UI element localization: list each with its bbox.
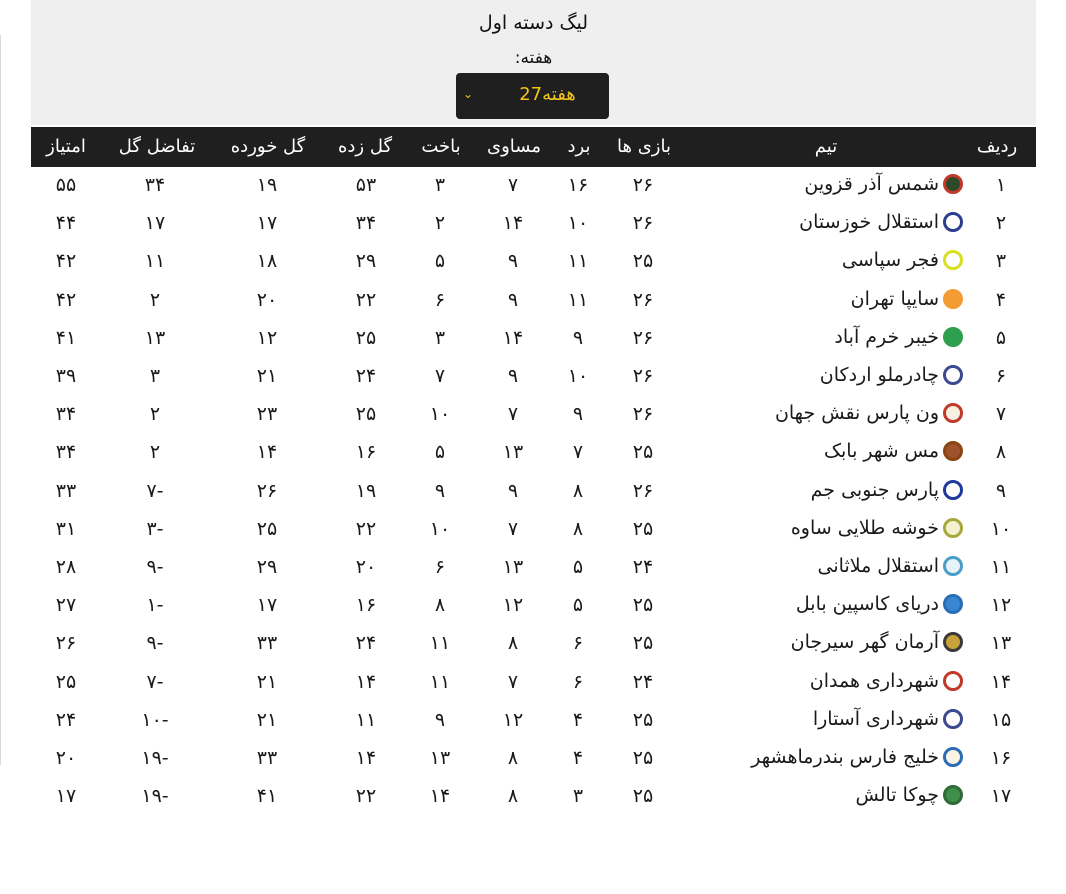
rank-cell: ۳ [995,250,1007,273]
played-cell: ۲۶ [632,174,654,196]
team-cell[interactable] [824,440,963,462]
drawn-cell: ۹ [507,250,519,273]
drawn-cell: ۱۴ [502,326,524,349]
shahrdari-astara-logo-icon [943,709,963,729]
lost-cell: ۱۱ [429,632,451,655]
won-cell: ۹ [572,326,584,349]
team-cell[interactable] [775,402,963,424]
column-header-team: تیم [814,136,838,157]
points-cell: ۳۱ [55,517,77,540]
team-cell[interactable] [799,211,963,233]
team-name: ون پارس نقش جهان [774,402,939,425]
shahrdari-hamedan-logo-icon [943,671,963,691]
points-cell: ۱۷ [55,785,77,808]
won-cell: ۹ [572,403,584,426]
won-cell: ۶ [572,670,584,693]
table-row [0,359,1066,397]
lost-cell: ۳ [434,174,446,196]
points-cell: ۴۲ [55,288,77,311]
table-row [0,703,1066,741]
goals-for-cell: ۲۰ [355,556,377,578]
goals-against-cell: ۲۳ [256,403,278,426]
table-row [0,550,1066,588]
team-cell[interactable] [851,288,963,310]
week-select[interactable] [456,73,609,119]
goals-for-cell: ۲۲ [355,785,377,808]
rank-cell: ۱۱ [990,556,1012,578]
goals-against-cell: ۲۱ [256,670,278,693]
goals-against-cell: ۱۷ [256,212,278,235]
lost-cell: ۹ [434,479,446,502]
column-header-lost: باخت [421,136,461,157]
goals-against-cell: ۲۰ [256,288,278,311]
points-cell: ۲۵ [55,670,77,693]
drawn-cell: ۷ [507,174,519,196]
team-cell[interactable] [811,479,963,501]
played-cell: ۲۴ [632,670,654,693]
lost-cell: ۸ [434,594,446,617]
league-filter-panel [31,0,1036,125]
goal-diff-cell: ۳۴ [144,174,166,196]
table-row [0,741,1066,779]
played-cell: ۲۵ [632,441,654,464]
drawn-cell: ۹ [507,288,519,311]
table-row [0,321,1066,359]
rank-cell: ۱۷ [990,785,1012,808]
table-row [0,168,1066,206]
points-cell: ۲۰ [55,747,77,769]
goals-against-cell: ۳۳ [256,747,278,769]
goals-for-cell: ۲۹ [355,250,377,273]
points-cell: ۲۷ [55,594,77,617]
team-name: خوشه طلایی ساوه [790,516,939,539]
lost-cell: ۳ [434,326,446,349]
team-cell[interactable] [834,326,963,348]
goals-against-cell: ۱۹ [256,174,278,196]
points-cell: ۴۲ [55,250,77,273]
drawn-cell: ۷ [507,403,519,426]
esteghlal-mollasani-logo-icon [943,556,963,576]
column-header-goals-for: گل زده [337,136,393,157]
goals-for-cell: ۲۵ [355,403,377,426]
column-header-goals-against: گل خورده [230,136,306,157]
table-row [0,512,1066,550]
goals-against-cell: ۲۶ [256,479,278,502]
goals-against-cell: ۱۸ [256,250,278,273]
column-header-drawn: مساوی [487,136,541,157]
esteghlal-khuzestan-logo-icon [943,212,963,232]
goals-for-cell: ۱۱ [355,708,377,731]
goals-for-cell: ۲۴ [355,632,377,655]
goals-against-cell: ۲۵ [256,517,278,540]
team-cell[interactable] [796,593,963,615]
khoosheh-talaei-logo-icon [943,518,963,538]
mes-shahr-babak-logo-icon [943,441,963,461]
points-cell: ۳۴ [55,403,77,426]
goals-against-cell: ۲۹ [256,556,278,578]
goals-for-cell: ۳۴ [355,212,377,235]
goals-for-cell: ۱۴ [355,670,377,693]
won-cell: ۱۰ [567,212,589,235]
goal-diff-cell: ۱۱ [144,250,166,273]
goals-for-cell: ۱۹ [355,479,377,502]
goal-diff-cell: ۳- [146,517,164,540]
kheybar-logo-icon [943,327,963,347]
rank-cell: ۲ [995,212,1007,235]
rank-cell: ۹ [995,479,1007,502]
lost-cell: ۱۰ [429,403,451,426]
lost-cell: ۶ [434,556,446,578]
team-name: استقلال ملاثانی [817,555,939,577]
drawn-cell: ۱۳ [502,556,524,578]
chadormalu-logo-icon [943,365,963,385]
played-cell: ۲۶ [632,288,654,311]
goals-for-cell: ۱۴ [355,747,377,769]
goals-against-cell: ۴۱ [256,785,278,808]
pars-jonoubi-logo-icon [943,480,963,500]
rank-cell: ۱۶ [990,747,1012,769]
drawn-cell: ۷ [507,517,519,540]
team-name: شهرداری آستارا [812,707,939,730]
week-select-value: هفته27 [519,84,576,105]
points-cell: ۴۴ [55,212,77,235]
goals-against-cell: ۱۲ [256,326,278,349]
rank-cell: ۸ [995,441,1007,464]
team-name: دریای کاسپین بابل [795,593,939,616]
points-cell: ۲۴ [55,708,77,731]
lost-cell: ۶ [434,288,446,311]
team-cell[interactable] [791,631,963,653]
drawn-cell: ۷ [507,670,519,693]
goal-diff-cell: ۱۷ [144,212,166,235]
won-cell: ۴ [572,708,584,731]
goal-diff-cell: ۷- [146,479,164,502]
saipa-logo-icon [943,289,963,309]
drawn-cell: ۸ [507,632,519,655]
played-cell: ۲۶ [632,403,654,426]
drawn-cell: ۸ [507,785,519,808]
team-cell[interactable] [818,555,963,577]
goals-for-cell: ۲۵ [355,326,377,349]
column-header-played: بازی ها [617,136,671,157]
week-label: هفته: [514,48,553,68]
lost-cell: ۱۴ [429,785,451,808]
team-name: خلیج فارس بندرماهشهر [751,746,939,768]
goal-diff-cell: ۹- [146,632,164,655]
drawn-cell: ۹ [507,365,519,387]
goal-diff-cell: ۱- [146,594,164,617]
lost-cell: ۱۱ [429,670,451,693]
points-cell: ۲۶ [55,632,77,655]
points-cell: ۳۹ [55,365,77,387]
won-cell: ۶ [572,632,584,655]
won-cell: ۱۰ [567,365,589,387]
drawn-cell: ۹ [507,479,519,502]
drawn-cell: ۸ [507,747,519,769]
table-row [0,779,1066,817]
rank-cell: ۱۴ [990,670,1012,693]
table-row [0,588,1066,626]
team-name: چوکا تالش [855,784,939,807]
played-cell: ۲۶ [632,365,654,387]
goals-against-cell: ۱۷ [256,594,278,617]
goal-diff-cell: ۱۳ [144,326,166,349]
team-cell[interactable] [813,708,963,730]
team-cell[interactable] [820,364,963,386]
rank-cell: ۵ [995,326,1007,349]
won-cell: ۸ [572,517,584,540]
team-cell[interactable] [842,249,963,271]
played-cell: ۲۶ [632,326,654,349]
table-row [0,244,1066,282]
drawn-cell: ۱۳ [502,441,524,464]
team-name: خیبر خرم آباد [834,325,939,348]
rank-cell: ۱۵ [990,708,1012,731]
team-name: سایپا تهران [850,287,939,310]
goals-against-cell: ۲۱ [256,708,278,731]
table-row [0,397,1066,435]
team-name: فجر سپاسی [841,249,939,272]
table-row [0,626,1066,664]
lost-cell: ۹ [434,708,446,731]
team-cell[interactable] [855,784,963,806]
goal-diff-cell: ۱۹- [141,747,169,769]
played-cell: ۲۵ [632,517,654,540]
played-cell: ۲۵ [632,708,654,731]
column-header-goal-diff: تفاضل گل [118,136,196,157]
played-cell: ۲۵ [632,747,654,769]
lost-cell: ۵ [434,250,446,273]
won-cell: ۴ [572,747,584,769]
won-cell: ۵ [572,556,584,578]
team-name: مس شهر بابک [823,440,939,463]
lost-cell: ۱۳ [429,747,451,769]
played-cell: ۲۴ [632,556,654,578]
team-name: چادرملو اردکان [819,364,939,386]
arman-gohar-logo-icon [943,632,963,652]
rank-cell: ۶ [995,365,1007,387]
goal-diff-cell: ۲ [149,403,161,426]
table-row [0,435,1066,473]
played-cell: ۲۵ [632,785,654,808]
played-cell: ۲۵ [632,594,654,617]
won-cell: ۱۱ [567,250,589,273]
played-cell: ۲۵ [632,632,654,655]
points-cell: ۳۳ [55,479,77,502]
goals-against-cell: ۲۱ [256,365,278,387]
played-cell: ۲۶ [632,479,654,502]
won-cell: ۳ [572,785,584,808]
chevron-down-icon: ⌄ [463,87,474,101]
won-cell: ۸ [572,479,584,502]
goal-diff-cell: ۷- [146,670,164,693]
shams-azar-logo-icon [943,174,963,194]
goal-diff-cell: ۱۰- [141,708,169,731]
goal-diff-cell: ۱۹- [141,785,169,808]
team-cell[interactable] [810,670,963,692]
goals-for-cell: ۱۶ [355,594,377,617]
lost-cell: ۷ [434,365,446,387]
table-row [0,665,1066,703]
team-cell[interactable] [751,746,963,768]
rank-cell: ۱۳ [990,632,1012,655]
goal-diff-cell: ۳ [149,365,161,387]
goal-diff-cell: ۲ [149,441,161,464]
goals-for-cell: ۵۳ [355,174,377,196]
team-cell[interactable] [804,173,963,195]
drawn-cell: ۱۲ [502,594,524,617]
won-cell: ۵ [572,594,584,617]
goals-against-cell: ۳۳ [256,632,278,655]
goals-for-cell: ۲۲ [355,517,377,540]
team-name: پارس جنوبی جم [810,478,939,501]
points-cell: ۲۸ [55,556,77,578]
van-pars-logo-icon [943,403,963,423]
goal-diff-cell: ۹- [146,556,164,578]
goals-for-cell: ۲۴ [355,365,377,387]
team-cell[interactable] [791,517,963,539]
rank-cell: ۴ [995,288,1007,311]
won-cell: ۷ [572,441,584,464]
column-header-won: برد [567,136,591,157]
table-row [0,206,1066,244]
points-cell: ۳۴ [55,441,77,464]
lost-cell: ۵ [434,441,446,464]
daryaye-caspian-logo-icon [943,594,963,614]
team-name: استقلال خوزستان [799,211,939,234]
goal-diff-cell: ۲ [149,288,161,311]
lost-cell: ۱۰ [429,517,451,540]
won-cell: ۱۶ [567,174,589,196]
team-name: شهرداری همدان [809,669,939,692]
rank-cell: ۷ [995,403,1007,426]
lost-cell: ۲ [434,212,446,235]
points-cell: ۴۱ [55,326,77,349]
drawn-cell: ۱۴ [502,212,524,235]
goals-for-cell: ۱۶ [355,441,377,464]
drawn-cell: ۱۲ [502,708,524,731]
goals-for-cell: ۲۲ [355,288,377,311]
rank-cell: ۱۲ [990,594,1012,617]
team-name: شمس آذر قزوین [804,173,939,195]
points-cell: ۵۵ [55,174,77,196]
played-cell: ۲۶ [632,212,654,235]
league-title: لیگ دسته اول [478,12,589,34]
won-cell: ۱۱ [567,288,589,311]
chooka-talesh-logo-icon [943,785,963,805]
rank-cell: ۱ [995,174,1007,196]
table-row [0,474,1066,512]
goals-against-cell: ۱۴ [256,441,278,464]
played-cell: ۲۵ [632,250,654,273]
fajr-sepasi-logo-icon [943,250,963,270]
column-header-points: امتیاز [46,136,86,157]
standings-table-header [31,127,1036,167]
rank-cell: ۱۰ [990,517,1012,540]
khalij-fars-logo-icon [943,747,963,767]
table-row [0,283,1066,321]
column-header-rank: ردیف [976,136,1018,157]
team-name: آرمان گهر سیرجان [790,631,939,654]
